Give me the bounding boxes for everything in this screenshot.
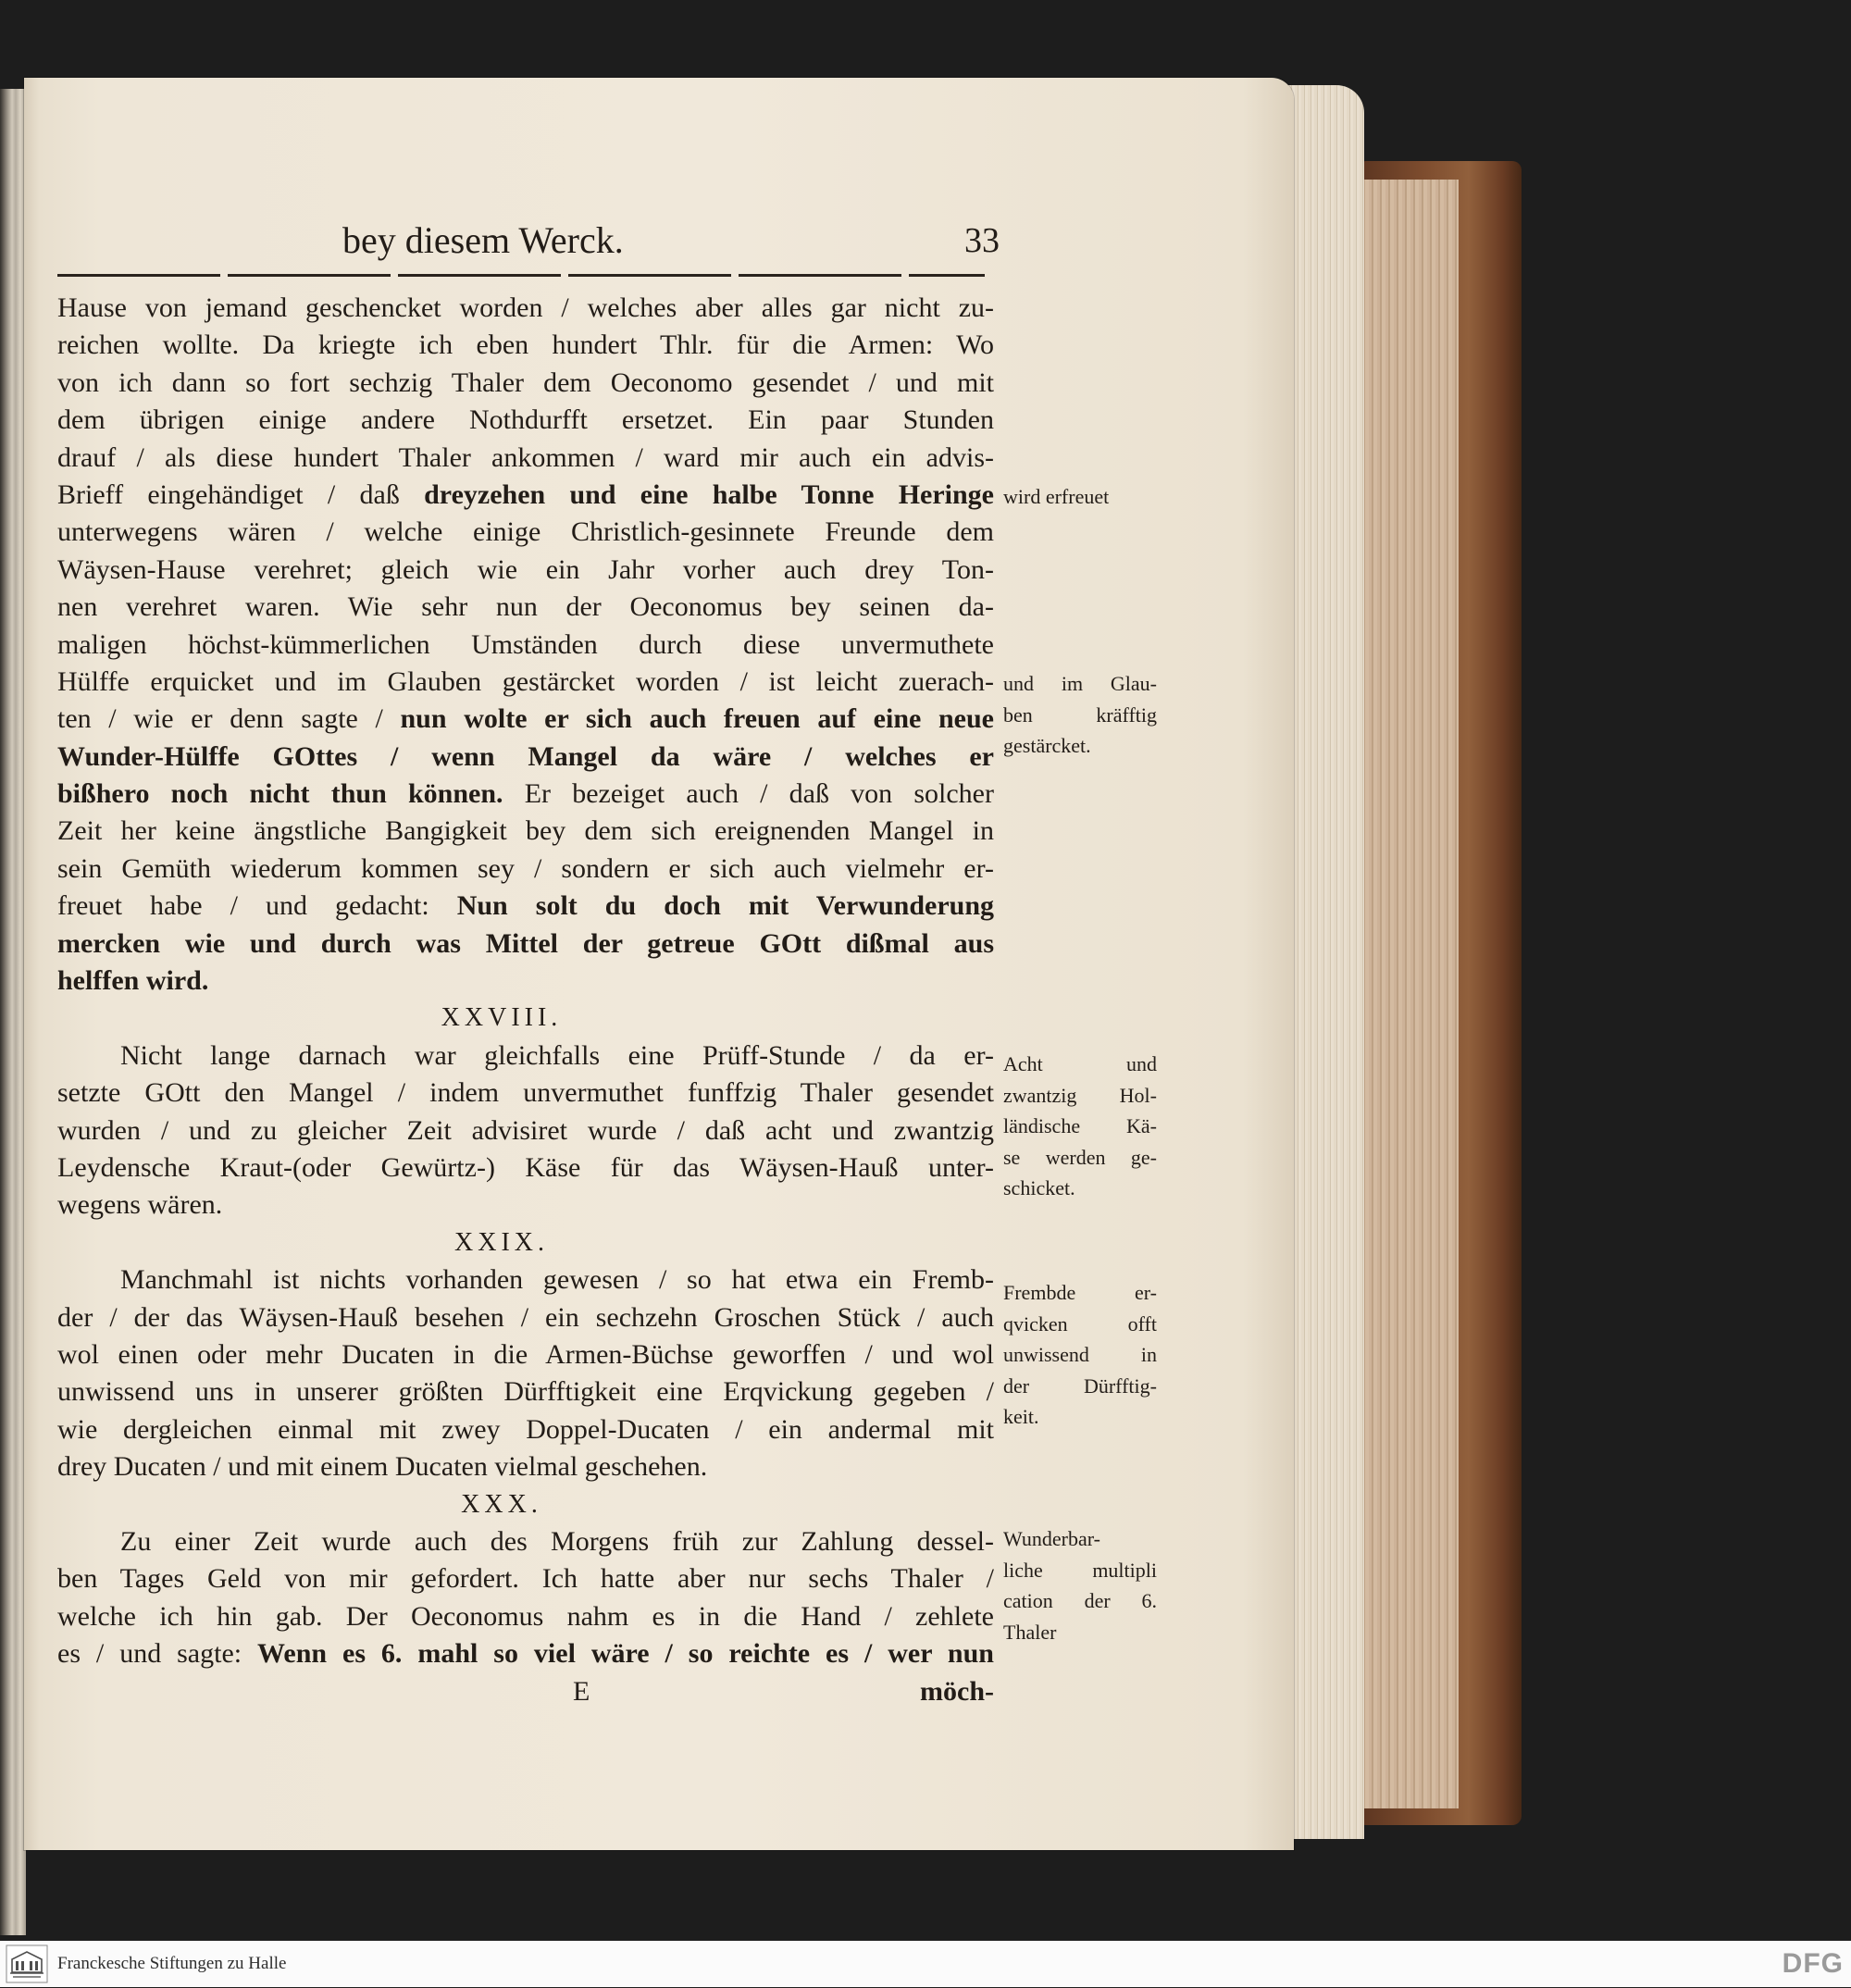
text-segment: Nicht lange darnach war gleichfalls eine Prüff-Stunde / da er-: [120, 1039, 994, 1071]
text-segment: freuet habe / und gedacht:: [57, 890, 457, 922]
section-number: XXVIII.: [441, 1003, 563, 1033]
text-segment: Hause von jemand geschencket worden / welches aber alles gar nicht zu-: [57, 292, 994, 323]
emphasized-text: dreyzehen und eine halbe Tonne Heringe: [424, 478, 994, 510]
margin-note-line: unwissend in: [1003, 1343, 1157, 1366]
text-segment: Hülffe erquicket und im Glauben gestärcket worden / ist leicht zuerach-: [57, 665, 994, 697]
left-page-edges: [0, 89, 26, 1935]
text-line: [57, 627, 994, 664]
margin-note-line: der Dürfftig-: [1003, 1373, 1157, 1398]
text-line: [57, 1187, 994, 1224]
book-block-edge: [1360, 180, 1459, 1808]
text-line: [57, 701, 994, 738]
text-line: [57, 813, 994, 850]
running-head-row: [57, 217, 1000, 265]
text-line: [57, 851, 994, 888]
margin-note-line: liche multipli: [1003, 1558, 1157, 1582]
margin-note-line: cation der 6.: [1003, 1589, 1157, 1612]
margin-note-line: keit.: [1003, 1405, 1039, 1428]
text-segment: wie dergleichen einmal mit zwey Doppel-Ducaten / ein andermal mit: [57, 1413, 994, 1445]
text-line: [57, 1373, 994, 1410]
text-line: [57, 290, 994, 327]
margin-note-line: Frembde er-: [1003, 1281, 1157, 1304]
text-line: [57, 402, 994, 439]
text-segment: es / und sagte:: [57, 1638, 258, 1670]
text-segment: unterwegens wären / welche einige Christlich-gesinnete Freunde dem: [57, 516, 994, 548]
text-line: [57, 1112, 994, 1149]
text-segment: maligen höchst-kümmerlichen Umständen durch diese unvermuthete: [57, 628, 994, 660]
running-head: bey diesem Werck.: [342, 219, 624, 261]
text-segment: Leydensche Kraut-(oder Gewürtz-) Käse für das Wäysen-Hauß unter-: [57, 1151, 994, 1183]
text-line: [57, 1075, 994, 1112]
text-line: [57, 664, 994, 701]
signature-mark: E: [573, 1676, 590, 1707]
text-segment: der / der das Wäysen-Hauß besehen / ein sechzehn Groschen Stück / auch: [57, 1301, 994, 1333]
text-segment: nen verehret waren. Wie sehr nun der Oeconomus bey seinen da-: [57, 591, 994, 623]
margin-note-line: Thaler: [1003, 1620, 1057, 1644]
margin-note-line: gestärcket.: [1003, 734, 1091, 757]
margin-note-line: wird erfreuet: [1003, 485, 1110, 508]
text-line: [57, 1299, 994, 1336]
text-segment: drey Ducaten / und mit einem Ducaten vielmal geschehen.: [57, 1451, 708, 1483]
emphasized-text: Nun solt du doch mit Verwunderung: [456, 890, 994, 922]
institution-name: Franckesche Stiftungen zu Halle: [57, 1954, 287, 1973]
text-line: [57, 589, 994, 626]
text-segment: welche ich hin gab. Der Oeconomus nahm es in die Hand / zehlete: [57, 1600, 994, 1632]
page-fore-edge: [1288, 85, 1364, 1839]
text-segment: reichen wollte. Da kriegte ich eben hundert Thlr. für die Armen: Wo: [57, 329, 994, 361]
margin-note-line: se werden ge-: [1003, 1145, 1157, 1169]
margin-note-line: schicket.: [1003, 1176, 1075, 1199]
margin-note: [1003, 1277, 1157, 1433]
margin-note: [1003, 481, 1157, 513]
dfg-logo: DFG: [1782, 1948, 1844, 1979]
emphasized-text: helffen wird.: [57, 965, 209, 997]
text-segment: wol einen oder mehr Ducaten in die Armen-Büchse geworffen / und wol: [57, 1338, 994, 1370]
text-segment: Brieff eingehändiget / daß: [57, 478, 425, 510]
body-text: [57, 290, 994, 1672]
text-segment: ten / wie er denn sagte /: [57, 703, 401, 735]
margin-note-line: ländische Kä-: [1003, 1114, 1157, 1137]
text-line: [57, 1037, 994, 1075]
text-line: [57, 963, 994, 1000]
page-number: 33: [964, 221, 1000, 260]
text-line: [57, 365, 994, 402]
head-rule: [57, 274, 985, 277]
text-segment: dem übrigen einige andere Nothdurfft ersetzet. Ein paar Stunden: [57, 404, 994, 436]
emphasized-text: bißhero noch nicht thun können.: [57, 778, 503, 810]
margin-note-line: Wunderbar-: [1003, 1527, 1100, 1550]
text-line: [57, 514, 994, 551]
text-line: [57, 1635, 994, 1672]
catch-line: [57, 1673, 994, 1710]
text-line: [57, 776, 994, 813]
text-segment: ben Tages Geld von mir gefordert. Ich hatte aber nur sechs Thaler /: [57, 1563, 994, 1595]
text-segment: Zeit her keine ängstliche Bangigkeit bey dem sich ereignenden Mangel in: [57, 815, 994, 847]
text-line: [57, 1336, 994, 1373]
margin-note: [1003, 1523, 1157, 1647]
margin-note-line: Acht und: [1003, 1052, 1157, 1075]
text-line: [57, 1411, 994, 1448]
text-segment: Wäysen-Hause verehret; gleich wie ein Jahr vorher auch drey Ton-: [57, 553, 994, 585]
emphasized-text: nun wolte er sich auch freuen auf eine neue: [400, 703, 994, 735]
text-segment: Zu einer Zeit wurde auch des Morgens früh zur Zahlung dessel-: [120, 1525, 994, 1557]
text-line: [57, 1560, 994, 1597]
text-line: [57, 552, 994, 589]
text-line: [57, 1149, 994, 1187]
text-line: [57, 1598, 994, 1635]
text-line: [57, 926, 994, 963]
text-segment: setzte GOtt den Mangel / indem unvermuthet funffzig Thaler gesendet: [57, 1077, 994, 1109]
text-line: [57, 888, 994, 925]
margin-note: [1003, 1049, 1157, 1204]
text-line: [57, 739, 994, 776]
text-segment: drauf / als diese hundert Thaler ankommen / ward mir auch ein advis-: [57, 441, 994, 473]
margin-note-line: ben kräfftig: [1003, 702, 1157, 727]
section-number: XXIX.: [454, 1227, 549, 1257]
margin-note-line: qvicken offt: [1003, 1311, 1157, 1336]
margin-note: [1003, 668, 1157, 762]
text-segment: sein Gemüth wiederum kommen sey / sondern er sich auch vielmehr er-: [57, 852, 994, 884]
text-segment: unwissend uns in unserer größten Dürfftigkeit eine Erqvickung gegeben /: [57, 1376, 994, 1408]
footer-bar: [0, 1941, 1851, 1987]
text-segment: von ich dann so fort sechzig Thaler dem Oeconomo gesendet / und mit: [57, 367, 994, 398]
emphasized-text: mercken wie und durch was Mittel der getreue GOtt dißmal aus: [57, 927, 994, 959]
section-number: XXX.: [461, 1489, 542, 1519]
margin-note-line: zwantzig Hol-: [1003, 1083, 1157, 1107]
text-line: [57, 440, 994, 477]
text-segment: wurden / und zu gleicher Zeit advisiret wurde / daß acht und zwantzig: [57, 1114, 994, 1146]
institution-logo: [6, 1945, 48, 1983]
text-line: [57, 1523, 994, 1560]
text-line: [57, 477, 994, 514]
text-segment: Manchmahl ist nichts vorhanden gewesen / so hat etwa ein Fremb-: [120, 1264, 994, 1296]
text-segment: Er bezeiget auch / daß von solcher: [503, 778, 994, 810]
text-segment: wegens wären.: [57, 1189, 223, 1221]
text-line: [57, 327, 994, 364]
emphasized-text: Wenn es 6. mahl so viel wäre / so reichte es / wer nun: [257, 1638, 994, 1670]
emphasized-text: Wunder-Hülffe GOttes / wenn Mangel da wäre / welches er: [57, 740, 994, 772]
catchword: möch-: [920, 1676, 994, 1707]
text-line: [57, 1448, 994, 1485]
margin-note-line: und im Glau-: [1003, 672, 1157, 695]
text-line: [57, 1261, 994, 1298]
